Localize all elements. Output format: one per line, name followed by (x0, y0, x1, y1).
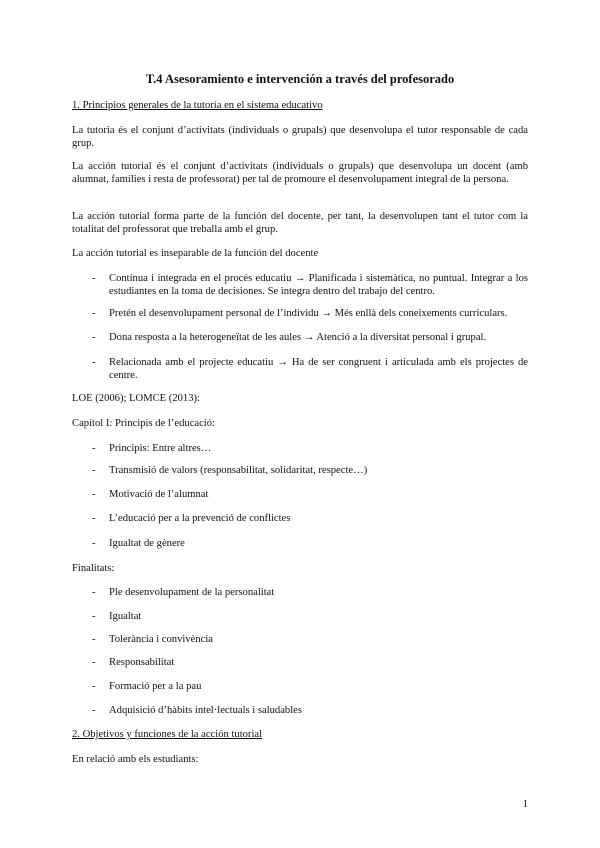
section-heading-principios: 1. Principios generales de la tutoría en el sistema educativo (72, 100, 323, 111)
list-bullet: - (92, 357, 96, 368)
list-item: L’educació per a la prevenció de conflictes (109, 513, 291, 524)
paragraph-inseparable: La acción tutorial es inseparable de la función del docente (72, 248, 319, 259)
list-bullet: - (92, 681, 96, 692)
list-item: Motivació de l’alumnat (109, 489, 209, 500)
list-item: Contínua i integrada en el procés educatiu → Planificada i sistemàtica, no puntual. Integrar a los estudiantes en la toma de decisiones. Se integra dentro del trabajo del centro. (109, 273, 528, 298)
paragraph-funcion-docente: La acción tutorial forma parte de la función del docente, per tant, la desenvolupen tant el tutor com la totalitat del professorat que treballa amb el grup. (72, 211, 528, 236)
list-item: Responsabilitat (109, 657, 175, 668)
list-item: Formació per a la pau (109, 681, 202, 692)
paragraph-accion-tutorial: La acción tutorial és el conjunt d’activitats (individuals o grupals) que desenvolupa un docent (amb alumnat, famílies i resta de professorat) per tal de promoure el desenvolupament integral de la persona. (72, 161, 528, 186)
list-bullet: - (92, 489, 96, 500)
list-bullet: - (92, 273, 96, 284)
list-bullet: - (92, 634, 96, 645)
list-item: Transmisió de valors (responsabilitat, solidaritat, respecte…) (109, 465, 368, 476)
list-bullet: - (92, 611, 96, 622)
list-bullet: - (92, 443, 96, 454)
section-heading-objetivos: 2. Objetivos y funciones de la acción tutorial (72, 729, 263, 740)
list-bullet: - (92, 513, 96, 524)
list-item: Principis: Entre altres… (109, 443, 212, 454)
paragraph-capitol: Capítol I: Principis de l’educació: (72, 418, 215, 429)
list-bullet: - (92, 538, 96, 549)
paragraph-loe: LOE (2006); LOMCE (2013): (72, 393, 200, 404)
list-bullet: - (92, 332, 96, 343)
list-item: Adquisició d’hàbits intel·lectuals i saludables (109, 705, 302, 716)
list-item: Relacionada amb el projecte educatiu → Ha de ser congruent i articulada amb els projectes de centre. (109, 357, 528, 382)
document-title: T.4 Asesoramiento e intervención a través del profesorado (145, 72, 455, 86)
list-bullet: - (92, 587, 96, 598)
paragraph-tutoria: La tutoria és el conjunt d’activitats (individuals o grupals) que desenvolupa el tutor responsable de cada grup. (72, 125, 528, 150)
paragraph-estudiants: En relació amb els estudiants: (72, 754, 199, 765)
list-bullet: - (92, 465, 96, 476)
list-bullet: - (92, 705, 96, 716)
list-item: Ple desenvolupament de la personalitat (109, 587, 275, 598)
list-bullet: - (92, 308, 96, 319)
list-item: Igualtat (109, 611, 142, 622)
list-item: Igualtat de gènere (109, 538, 185, 549)
list-item: Tolerància i convivència (109, 634, 213, 645)
paragraph-finalitats: Finalitats: (72, 563, 115, 574)
list-item: Dona resposta a la heterogeneïtat de les aules → Atenció a la diversitat personal i grupal. (109, 332, 487, 343)
list-bullet: - (92, 657, 96, 668)
page-number: 1 (522, 798, 528, 810)
list-item: Pretén el desenvolupament personal de l’individu → Més enllà dels coneixements curriculars. (109, 308, 508, 319)
